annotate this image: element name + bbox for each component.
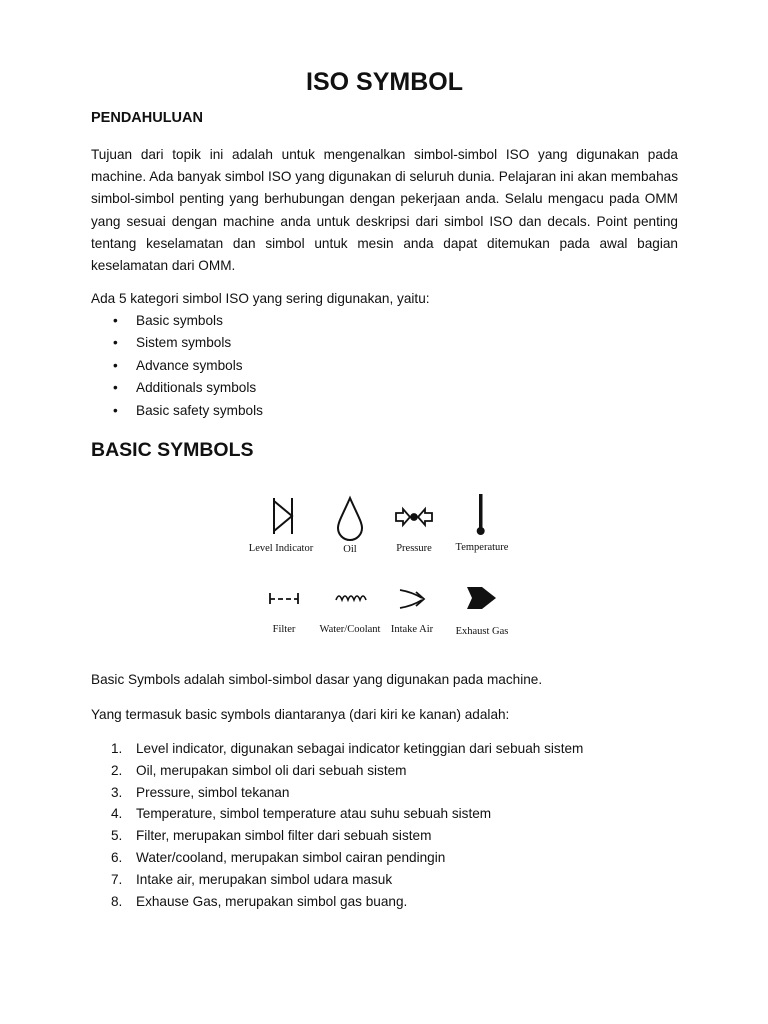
list-item <box>91 891 583 913</box>
list-item-text: Basic safety symbols <box>136 402 263 418</box>
list-item <box>91 332 263 354</box>
list-item <box>91 847 583 869</box>
list-item <box>91 782 583 804</box>
list-item-text: Temperature, simbol temperature atau suhu sebuah sistem <box>136 806 492 822</box>
document-title: ISO SYMBOL <box>306 68 463 96</box>
categories-list <box>91 310 263 422</box>
water-coolant-icon <box>336 596 366 600</box>
list-item <box>91 760 583 782</box>
list-item <box>91 738 583 760</box>
list-item-text: Pressure, simbol tekanan <box>136 784 290 800</box>
section-heading-pendahuluan: PENDAHULUAN <box>91 110 203 126</box>
list-item-text: Oil, merupakan simbol oli dari sebuah sistem <box>136 762 407 778</box>
pressure-icon <box>396 509 432 525</box>
symbol-label: Level Indicator <box>248 543 314 554</box>
list-item-text: Sistem symbols <box>136 335 232 351</box>
symbol-label: Filter <box>272 624 296 635</box>
list-number: 4. <box>111 806 123 822</box>
oil-drop-icon <box>338 498 362 540</box>
temperature-icon <box>477 494 485 535</box>
list-number: 6. <box>111 849 123 865</box>
intake-air-icon <box>400 590 424 608</box>
list-item-text: Exhause Gas, merupakan simbol gas buang. <box>136 893 408 909</box>
list-number: 7. <box>111 871 123 887</box>
symbol-label: Temperature <box>455 542 509 553</box>
categories-intro: Ada 5 kategori simbol ISO yang sering digunakan, yaitu: <box>91 291 430 306</box>
basic-symbols-description: Basic Symbols adalah simbol-simbol dasar yang digunakan pada machine. <box>91 672 543 687</box>
list-item <box>91 355 263 377</box>
list-item-text: Basic symbols <box>136 313 223 328</box>
symbol-label: Pressure <box>396 543 432 554</box>
section-heading-basic-symbols: BASIC SYMBOLS <box>91 439 254 461</box>
list-item-text: Advance symbols <box>136 357 243 373</box>
list-item-text: Additionals symbols <box>136 380 257 396</box>
list-item-text: Filter, merupakan simbol filter dari sebuah sistem <box>136 828 432 844</box>
list-number: 3. <box>111 784 123 800</box>
intro-paragraph: Tujuan dari topik ini adalah untuk mengenalkan simbol-simbol ISO yang digunakan pada machine. Ada banyak simbol ISO yang digunakan di seluruh dunia. Pelajaran ini akan membahas simbol-simbol penting yang berhubungan dengan pekerjaan anda. Selalu mengacu pada OMM yang sesuai dengan machine anda untuk deskripsi dari simbol ISO dan decals. Point penting tentang keselamatan dan simbol untuk mesin anda dapat ditemukan pada awal bagian keselamatan dari OMM. <box>91 147 678 274</box>
basic-symbols-figure <box>236 480 536 650</box>
list-number: 2. <box>111 762 123 778</box>
list-number: 8. <box>111 893 123 909</box>
symbol-label: Exhaust Gas <box>455 626 509 637</box>
symbol-label: Water/Coolant <box>319 624 381 635</box>
list-number: 1. <box>111 741 123 756</box>
list-item <box>91 310 263 332</box>
filter-icon <box>270 593 298 604</box>
basic-symbols-list <box>91 738 583 912</box>
list-item-text: Water/cooland, merupakan simbol cairan pendingin <box>136 849 446 865</box>
bullet-icon: • <box>113 357 118 373</box>
basic-symbols-list-intro: Yang termasuk basic symbols diantaranya (dari kiri ke kanan) adalah: <box>91 707 510 722</box>
exhaust-gas-icon <box>467 587 496 609</box>
list-item <box>91 377 263 399</box>
list-item-text: Intake air, merupakan simbol udara masuk <box>136 871 393 887</box>
bullet-icon: • <box>113 402 118 418</box>
bullet-icon: • <box>113 313 118 328</box>
list-item <box>91 869 583 891</box>
symbol-label: Intake Air <box>390 624 434 635</box>
level-indicator-icon <box>274 498 292 534</box>
list-item <box>91 825 583 847</box>
list-number: 5. <box>111 828 123 844</box>
list-item <box>91 803 583 825</box>
list-item-text: Level indicator, digunakan sebagai indicator ketinggian dari sebuah sistem <box>136 741 584 756</box>
bullet-icon: • <box>113 335 118 351</box>
symbol-label: Oil <box>343 544 357 555</box>
list-item <box>91 400 263 422</box>
bullet-icon: • <box>113 380 118 396</box>
